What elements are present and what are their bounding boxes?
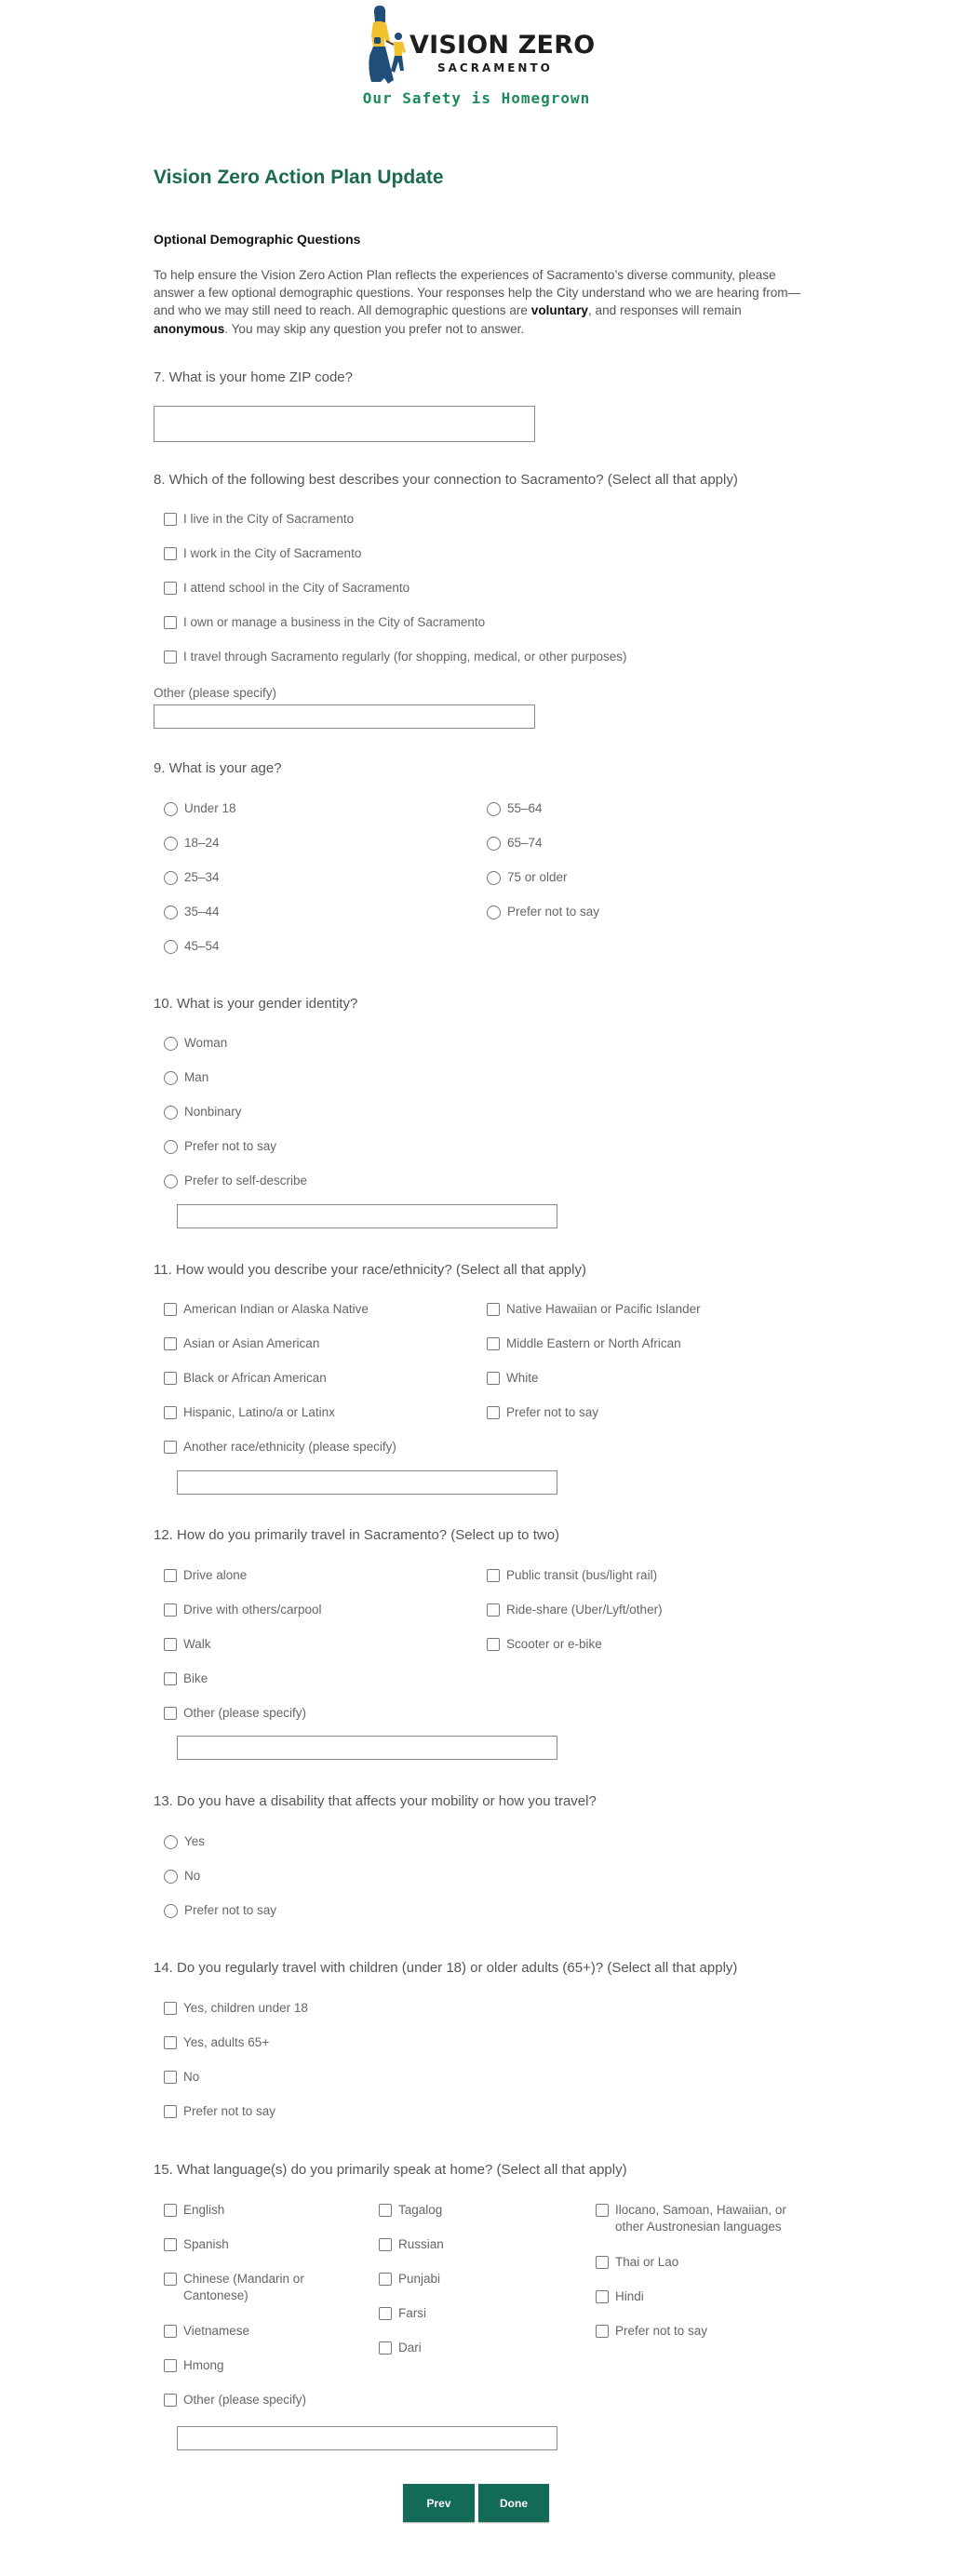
- checkbox-option-travel[interactable]: [487, 1567, 657, 1584]
- checkbox[interactable]: [164, 1303, 177, 1316]
- checkbox[interactable]: [487, 1569, 500, 1582]
- checkbox[interactable]: [379, 2204, 392, 2217]
- option-label: Yes, adults 65+: [183, 2035, 270, 2049]
- checkbox-option-language[interactable]: [164, 2271, 331, 2304]
- logo-illustration-icon: [366, 4, 410, 87]
- option-label: 45–54: [184, 939, 220, 953]
- radio-option-disability[interactable]: [164, 1833, 205, 1850]
- checkbox[interactable]: [164, 1569, 177, 1582]
- option-label: Asian or Asian American: [183, 1336, 320, 1350]
- checkbox[interactable]: [379, 2238, 392, 2251]
- question-8-other-label: Other (please specify): [154, 686, 277, 700]
- checkbox-option-race[interactable]: [164, 1301, 369, 1318]
- question-15-label: 15. What language(s) do you primarily speak at home? (Select all that apply): [154, 2162, 627, 2178]
- option-label: Prefer not to say: [506, 1405, 599, 1419]
- option-label: Other (please specify): [183, 2393, 307, 2407]
- option-label: I own or manage a business in the City of Sacramento: [183, 615, 486, 629]
- logo-tagline: Our Safety is Homegrown: [362, 89, 591, 107]
- question-12-label: 12. How do you primarily travel in Sacramento? (Select up to two): [154, 1527, 560, 1543]
- checkbox-option-language[interactable]: [164, 2202, 331, 2219]
- radio-option-gender[interactable]: [164, 1138, 276, 1155]
- checkbox[interactable]: [379, 2273, 392, 2286]
- checkbox[interactable]: [596, 2256, 609, 2269]
- radio-option-age[interactable]: [164, 938, 220, 955]
- checkbox-option-connection[interactable]: [164, 580, 409, 597]
- radio-button[interactable]: [164, 871, 178, 885]
- checkbox-option-travel[interactable]: [487, 1636, 602, 1653]
- option-label: 18–24: [184, 836, 220, 850]
- checkbox-option-travel[interactable]: [164, 1636, 211, 1653]
- radio-button[interactable]: [164, 1174, 178, 1188]
- checkbox-option-companions[interactable]: [164, 2000, 308, 2017]
- checkbox[interactable]: [164, 1603, 177, 1617]
- option-label: Dari: [398, 2341, 422, 2355]
- option-label: Chinese (Mandarin or Cantonese): [183, 2272, 304, 2302]
- checkbox[interactable]: [487, 1406, 500, 1419]
- checkbox-option-language[interactable]: [379, 2236, 546, 2253]
- question-14-label: 14. Do you regularly travel with children (under 18) or older adults (65+)? (Select all that apply): [154, 1960, 738, 1976]
- option-label: Punjabi: [398, 2272, 441, 2286]
- checkbox[interactable]: [164, 2359, 177, 2372]
- intro-text: . You may skip any question you prefer not to answer.: [224, 321, 525, 336]
- checkbox-option-race[interactable]: [487, 1404, 598, 1421]
- checkbox[interactable]: [164, 2071, 177, 2084]
- option-label: Drive with others/carpool: [183, 1603, 322, 1617]
- option-label: Spanish: [183, 2237, 229, 2251]
- option-label: Yes: [184, 1834, 206, 1848]
- radio-option-disability[interactable]: [164, 1868, 200, 1885]
- radio-button[interactable]: [164, 1106, 178, 1120]
- radio-option-age[interactable]: [164, 835, 220, 852]
- option-label: Native Hawaiian or Pacific Islander: [506, 1302, 701, 1316]
- checkbox[interactable]: [487, 1337, 500, 1350]
- option-label: Woman: [184, 1036, 228, 1050]
- checkbox-option-travel[interactable]: [164, 1602, 322, 1618]
- option-label: Walk: [183, 1637, 211, 1651]
- checkbox-option-travel[interactable]: [164, 1670, 208, 1687]
- option-label: American Indian or Alaska Native: [183, 1302, 369, 1316]
- checkbox[interactable]: [164, 2238, 177, 2251]
- checkbox-option-race[interactable]: [164, 1404, 335, 1421]
- option-label: I work in the City of Sacramento: [183, 546, 362, 560]
- checkbox[interactable]: [164, 2002, 177, 2015]
- checkbox[interactable]: [379, 2307, 392, 2320]
- option-label: Drive alone: [183, 1568, 248, 1582]
- option-label: 75 or older: [507, 870, 568, 884]
- checkbox-option-language[interactable]: [164, 2357, 331, 2374]
- checkbox[interactable]: [164, 2273, 177, 2286]
- checkbox-option-travel[interactable]: [487, 1602, 663, 1618]
- radio-button[interactable]: [164, 1037, 178, 1051]
- option-label: Hindi: [615, 2289, 644, 2303]
- checkbox[interactable]: [164, 2325, 177, 2338]
- checkbox[interactable]: [487, 1303, 500, 1316]
- option-label: Scooter or e-bike: [506, 1637, 602, 1651]
- radio-option-age[interactable]: [164, 800, 236, 817]
- checkbox[interactable]: [596, 2325, 609, 2338]
- travel-other-input[interactable]: [177, 1736, 557, 1760]
- checkbox[interactable]: [164, 513, 177, 526]
- race-other-input[interactable]: [177, 1470, 557, 1495]
- done-button[interactable]: Done: [478, 2484, 549, 2522]
- option-label: 35–44: [184, 905, 220, 919]
- checkbox[interactable]: [164, 1441, 177, 1454]
- option-label: Tagalog: [398, 2203, 443, 2217]
- option-label: Thai or Lao: [615, 2255, 679, 2269]
- checkbox[interactable]: [164, 616, 177, 629]
- page-title: Vision Zero Action Plan Update: [154, 167, 444, 188]
- checkbox-option-companions[interactable]: [164, 2103, 275, 2120]
- option-label: Hispanic, Latino/a or Latinx: [183, 1405, 335, 1419]
- radio-button[interactable]: [164, 802, 178, 816]
- option-label: I live in the City of Sacramento: [183, 512, 355, 526]
- checkbox-option-connection[interactable]: [164, 545, 361, 562]
- option-label: Another race/ethnicity (please specify): [183, 1440, 396, 1454]
- option-label: I travel through Sacramento regularly (for shopping, medical, or other purposes): [183, 650, 627, 664]
- option-label: Other (please specify): [183, 1706, 307, 1720]
- checkbox-option-travel[interactable]: [164, 1705, 306, 1722]
- option-label: Hmong: [183, 2358, 224, 2372]
- checkbox[interactable]: [164, 2394, 177, 2407]
- question-13-label: 13. Do you have a disability that affects your mobility or how you travel?: [154, 1793, 597, 1809]
- checkbox-option-companions[interactable]: [164, 2069, 199, 2086]
- checkbox-option-language[interactable]: [596, 2202, 800, 2235]
- section-title: Optional Demographic Questions: [154, 232, 361, 247]
- option-label: Man: [184, 1070, 209, 1084]
- intro-text: , and responses will remain: [587, 303, 742, 318]
- checkbox[interactable]: [487, 1638, 500, 1651]
- radio-button[interactable]: [487, 802, 501, 816]
- option-label: Prefer to self-describe: [184, 1174, 308, 1187]
- intro-emphasis-voluntary: voluntary: [530, 303, 588, 318]
- checkbox-option-connection[interactable]: [164, 649, 627, 665]
- option-label: White: [506, 1371, 539, 1385]
- checkbox-option-race[interactable]: [487, 1335, 681, 1352]
- radio-option-age[interactable]: [487, 904, 599, 920]
- checkbox[interactable]: [164, 2204, 177, 2217]
- checkbox-option-companions[interactable]: [164, 2034, 269, 2051]
- radio-option-age[interactable]: [487, 835, 543, 852]
- question-8-label: 8. Which of the following best describes your connection to Sacramento? (Select all that apply): [154, 472, 738, 488]
- checkbox-option-race[interactable]: [164, 1335, 319, 1352]
- intro-emphasis-anonymous: anonymous: [154, 321, 225, 336]
- checkbox-option-language[interactable]: [379, 2305, 546, 2322]
- radio-button[interactable]: [164, 1071, 178, 1085]
- radio-option-gender[interactable]: [164, 1104, 242, 1120]
- intro-text: To help ensure the Vision Zero Action Plan reflects the experiences of Sacramento’s diverse community, please answer a few optional demographic questions. Your responses help the City understand who we are hearing from—and who we may still need to reach. All demographic questions are: [154, 268, 801, 318]
- option-label: Farsi: [398, 2306, 426, 2320]
- checkbox-option-race[interactable]: [487, 1370, 539, 1387]
- option-label: 25–34: [184, 870, 220, 884]
- option-label: Prefer not to say: [184, 1903, 277, 1917]
- checkbox[interactable]: [164, 547, 177, 560]
- checkbox[interactable]: [596, 2290, 609, 2303]
- checkbox[interactable]: [164, 1672, 177, 1685]
- radio-button[interactable]: [164, 1835, 178, 1849]
- radio-button[interactable]: [164, 837, 178, 851]
- question-10-label: 10. What is your gender identity?: [154, 996, 358, 1012]
- checkbox[interactable]: [487, 1372, 500, 1385]
- radio-option-age[interactable]: [164, 869, 220, 886]
- option-label: Public transit (bus/light rail): [506, 1568, 658, 1582]
- option-label: Russian: [398, 2237, 444, 2251]
- checkbox[interactable]: [164, 1372, 177, 1385]
- option-label: 55–64: [507, 801, 543, 815]
- checkbox[interactable]: [164, 2105, 177, 2118]
- option-label: I attend school in the City of Sacramento: [183, 581, 410, 595]
- checkbox[interactable]: [487, 1603, 500, 1617]
- checkbox-option-language[interactable]: [379, 2271, 546, 2288]
- option-label: Prefer not to say: [183, 2104, 276, 2118]
- radio-button[interactable]: [487, 871, 501, 885]
- checkbox-option-language[interactable]: [164, 2323, 331, 2340]
- option-label: Ride-share (Uber/Lyft/other): [506, 1603, 663, 1617]
- radio-option-gender[interactable]: [164, 1173, 307, 1189]
- radio-option-gender[interactable]: [164, 1069, 208, 1086]
- option-label: Prefer not to say: [615, 2324, 708, 2338]
- radio-button[interactable]: [164, 940, 178, 954]
- checkbox-option-language[interactable]: [164, 2392, 331, 2408]
- checkbox[interactable]: [164, 2036, 177, 2049]
- option-label: Nonbinary: [184, 1105, 242, 1119]
- option-label: Under 18: [184, 801, 236, 815]
- option-label: 65–74: [507, 836, 543, 850]
- checkbox-option-language[interactable]: [379, 2202, 546, 2219]
- question-7-label: 7. What is your home ZIP code?: [154, 369, 353, 385]
- question-9-label: 9. What is your age?: [154, 760, 282, 776]
- radio-button[interactable]: [487, 837, 501, 851]
- radio-button[interactable]: [164, 1870, 178, 1884]
- option-label: Prefer not to say: [507, 905, 600, 919]
- zip-code-input[interactable]: [154, 406, 535, 442]
- radio-option-disability[interactable]: [164, 1902, 276, 1919]
- language-other-input[interactable]: [177, 2426, 557, 2450]
- checkbox-option-language[interactable]: [596, 2323, 800, 2340]
- checkbox-option-connection[interactable]: [164, 511, 354, 528]
- prev-button[interactable]: Prev: [403, 2484, 475, 2522]
- checkbox-option-connection[interactable]: [164, 614, 485, 631]
- checkbox[interactable]: [596, 2204, 609, 2217]
- option-label: English: [183, 2203, 225, 2217]
- checkbox[interactable]: [164, 651, 177, 664]
- question-8-other-input[interactable]: [154, 704, 535, 729]
- checkbox-option-race[interactable]: [164, 1439, 396, 1456]
- checkbox-option-language[interactable]: [379, 2340, 546, 2356]
- radio-option-age[interactable]: [164, 904, 220, 920]
- checkbox[interactable]: [164, 582, 177, 595]
- radio-button[interactable]: [164, 1140, 178, 1154]
- option-label: Black or African American: [183, 1371, 327, 1385]
- option-label: Yes, children under 18: [183, 2001, 308, 2015]
- option-label: Middle Eastern or North African: [506, 1336, 681, 1350]
- radio-button[interactable]: [164, 906, 178, 919]
- radio-button[interactable]: [164, 1904, 178, 1918]
- option-label: Ilocano, Samoan, Hawaiian, or other Austronesian languages: [615, 2203, 786, 2234]
- radio-button[interactable]: [487, 906, 501, 919]
- option-label: No: [184, 1869, 201, 1883]
- checkbox-option-language[interactable]: [164, 2236, 331, 2253]
- checkbox[interactable]: [164, 1406, 177, 1419]
- checkbox[interactable]: [379, 2341, 392, 2355]
- self-describe-input[interactable]: [177, 1204, 557, 1228]
- checkbox[interactable]: [164, 1337, 177, 1350]
- checkbox[interactable]: [164, 1707, 177, 1720]
- option-label: Prefer not to say: [184, 1139, 277, 1153]
- logo-subtitle: SACRAMENTO: [437, 61, 553, 74]
- logo-title: VISION ZERO: [409, 31, 596, 60]
- checkbox-option-travel[interactable]: [164, 1567, 247, 1584]
- checkbox-option-language[interactable]: [596, 2254, 800, 2271]
- option-label: Bike: [183, 1671, 208, 1685]
- checkbox-option-language[interactable]: [596, 2288, 800, 2305]
- option-label: Vietnamese: [183, 2324, 250, 2338]
- radio-option-age[interactable]: [487, 869, 568, 886]
- radio-option-gender[interactable]: [164, 1035, 227, 1052]
- radio-option-age[interactable]: [487, 800, 543, 817]
- checkbox-option-race[interactable]: [164, 1370, 327, 1387]
- question-11-label: 11. How would you describe your race/ethnicity? (Select all that apply): [154, 1262, 586, 1278]
- checkbox[interactable]: [164, 1638, 177, 1651]
- intro-paragraph: [154, 266, 805, 338]
- checkbox-option-race[interactable]: [487, 1301, 701, 1318]
- option-label: No: [183, 2070, 200, 2084]
